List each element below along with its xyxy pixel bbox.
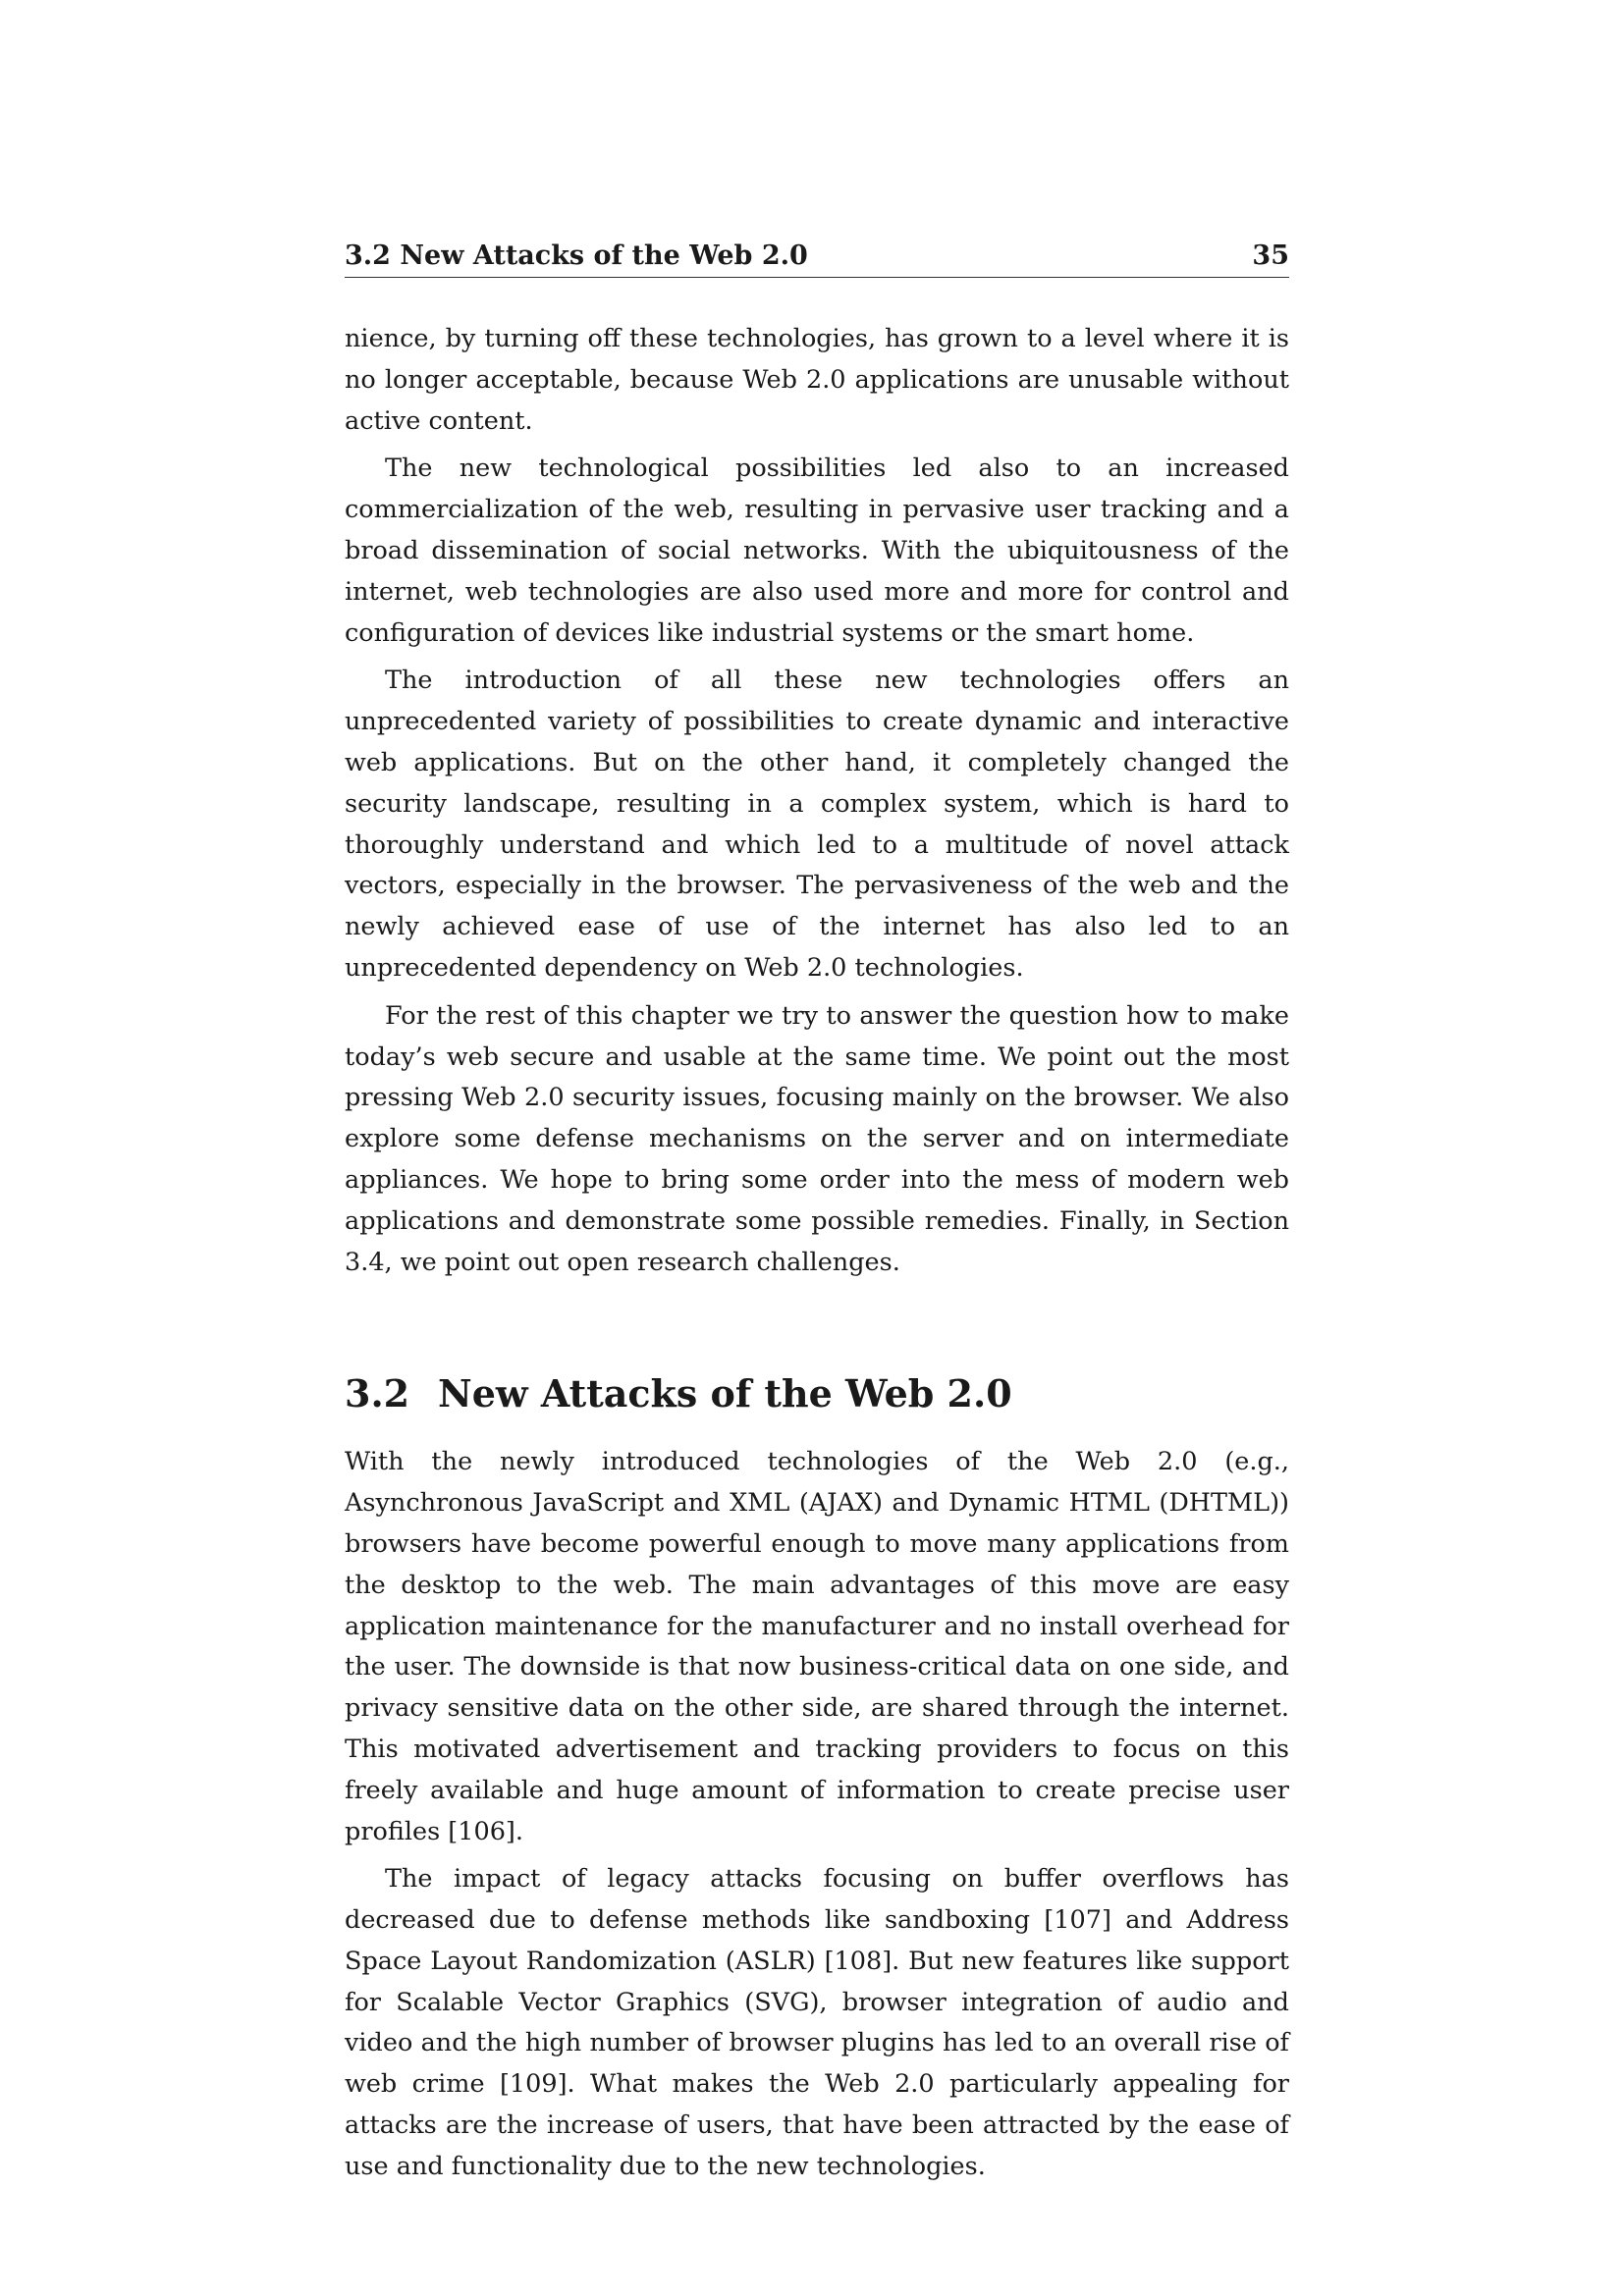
paragraph-continuation: nience, by turning off these technologies, has grown to a level where it is no longer acceptable, because Web 2.0 applications are unusable without active content. (345, 324, 1289, 436)
document-page (345, 240, 1289, 2195)
body-text (345, 319, 1289, 2188)
paragraph: The introduction of all these new technologies offers an unprecedented variety of possibilities to create dynamic and interactive web applications. But on the other hand, it completely changed the security landscape, resulting in a complex system, which is hard to thoroughly understand and which led to a multitude of novel attack vectors, especially in the browser. The pervasiveness of the web and the newly achieved ease of use of the internet has also led to an unprecedented dependency on Web 2.0 technologies. (345, 666, 1289, 983)
running-header (345, 240, 1289, 278)
paragraph: The new technological possibilities led also to an increased commercialization of the web, resulting in pervasive user tracking and a broad dissemination of social networks. With the ubiquitousness of the internet, web technologies are also used more and more for control and configuration of devices like industrial systems or the smart home. (345, 454, 1289, 648)
section-heading (345, 1371, 1289, 1416)
running-title: 3.2 New Attacks of the Web 2.0 (345, 240, 808, 271)
page-number: 35 (1252, 240, 1289, 271)
section-title: New Attacks of the Web 2.0 (438, 1371, 1012, 1416)
paragraph: With the newly introduced technologies of the Web 2.0 (e.g., Asynchronous JavaScript and XML (AJAX) and Dynamic HTML (DHTML)) browsers have become powerful enough to move many applications from the desktop to the web. The main advantages of this move are easy application maintenance for the manufacturer and no install overhead for the user. The downside is that now business-critical data on one side, and privacy sensitive data on the other side, are shared through the internet. This motivated advertisement and tracking providers to focus on this freely available and huge amount of information to create precise user profiles [106]. (345, 1447, 1289, 1846)
paragraph: For the rest of this chapter we try to answer the question how to make today’s web secure and usable at the same time. We point out the most pressing Web 2.0 security issues, focusing mainly on the browser. We also explore some defense mechanisms on the server and on intermediate appliances. We hope to bring some order into the mess of modern web applications and demonstrate some possible remedies. Finally, in Section 3.4, we point out open research challenges. (345, 1000, 1289, 1277)
section-number: 3.2 (345, 1371, 410, 1416)
paragraph: The impact of legacy attacks focusing on buffer overflows has decreased due to defense methods like sandboxing [107] and Address Space Layout Randomization (ASLR) [108]. But new features like support for Scalable Vector Graphics (SVG), browser integration of audio and video and the high number of browser plugins has led to an overall rise of web crime [109]. What makes the Web 2.0 particularly appealing for attacks are the increase of users, that have been attracted by the ease of use and functionality due to the new technologies. (345, 1864, 1289, 2181)
